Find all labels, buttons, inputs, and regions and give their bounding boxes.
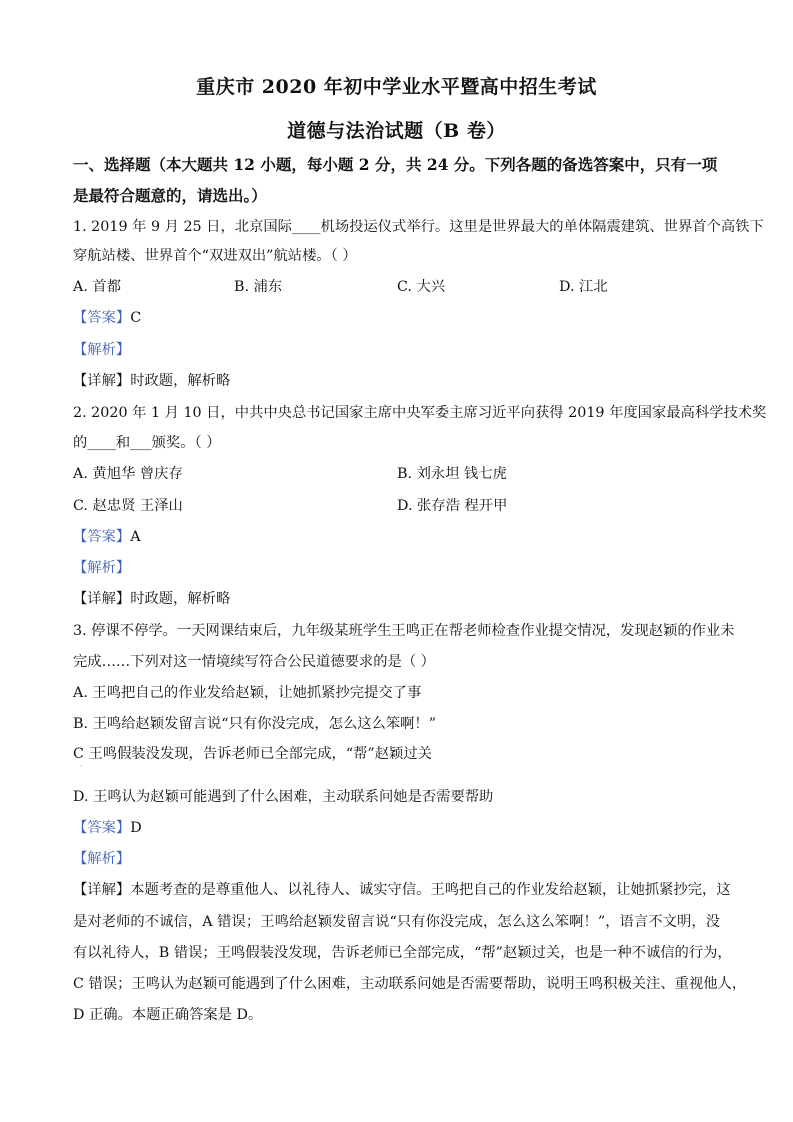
q2-option-d: D. 张存浩 程开甲 — [397, 498, 508, 514]
detail-text: 时政题，解析略 — [130, 591, 231, 607]
q3-detail-line-4: C 错误；王鸣认为赵颖可能遇到了什么困难，主动联系问她是否需要帮助，说明王鸣积极关注、重视他人， — [73, 976, 747, 992]
section-heading-line-2: 是最符合题意的，请选出。） — [73, 186, 267, 205]
answer-value: C — [130, 310, 142, 326]
answer-value: D — [130, 820, 142, 836]
q2-detail — [73, 588, 230, 608]
page-title: 重庆市 2020 年初中学业水平暨高中招生考试 — [196, 76, 597, 98]
q1-answer — [73, 307, 141, 327]
answer-label: 【答案】 — [73, 820, 131, 836]
q3-detail-line-5: D 正确。本题正确答案是 D。 — [73, 1007, 263, 1023]
q2-option-c: C. 赵忠贤 王泽山 — [73, 498, 183, 514]
q2-answer — [73, 526, 141, 546]
q3-option-d: D. 王鸣认为赵颖可能遇到了什么困难，主动联系问她是否需要帮助 — [73, 789, 494, 805]
section-heading-line-1: 一、选择题（本大题共 12 小题，每小题 2 分，共 24 分。下列各题的备选答案中，只有一项 — [73, 155, 718, 174]
q2-stem-line-1: 2. 2020 年 1 月 10 日，中共中央总书记国家主席中央军委主席习近平向获得 2019 年度国家最高科学技术奖 — [73, 405, 767, 421]
detail-label: 【详解】 — [73, 591, 131, 607]
q3-detail-line-2: 是对老师的不诚信，A 错误；王鸣给赵颖发留言说“只有你没完成，怎么这么笨啊！”，语言不文明，没 — [73, 914, 720, 930]
q2-stem-line-2: 的____和___颁奖。（ ） — [73, 435, 221, 451]
detail-text: 本题考查的是尊重他人、以礼待人、诚实守信。王鸣把自己的作业发给赵颖，让她抓紧抄完，这 — [130, 882, 731, 898]
q3-stem-line-1: 3. 停课不停学。一天网课结束后，九年级某班学生王鸣正在帮老师检查作业提交情况，发现赵颖的作业未 — [73, 623, 735, 639]
page-subtitle: 道德与法治试题（B 卷） — [287, 120, 506, 142]
q1-option-c: C. 大兴 — [397, 279, 446, 295]
q2-option-b: B. 刘永坦 钱七虎 — [397, 466, 507, 482]
q3-analysis-label: 【解析】 — [73, 851, 131, 867]
q3-stem-line-2: 完成……下列对这一情境续写符合公民道德要求的是（ ） — [73, 654, 435, 670]
q1-stem-line-1: 1. 2019 年 9 月 25 日，北京国际____机场投运仪式举行。这里是世界最大的单体隔震建筑、世界首个高铁下 — [73, 219, 764, 235]
q3-detail-line-3: 有以礼待人，B 错误；王鸣假装没发现，告诉老师已全部完成，“帮”赵颖过关，也是一种不诚信的行为， — [73, 945, 732, 961]
q1-analysis-label: 【解析】 — [73, 342, 131, 358]
q1-stem-line-2: 穿航站楼、世界首个“双进双出”航站楼。（ ） — [73, 248, 357, 264]
q1-detail — [73, 370, 230, 390]
answer-label: 【答案】 — [73, 310, 131, 326]
answer-value: A — [130, 529, 141, 545]
q3-option-c: C 王鸣假装没发现，告诉老师已全部完成，“帮”赵颖过关 — [73, 746, 432, 762]
q3-option-a: A. 王鸣把自己的作业发给赵颖，让她抓紧抄完提交了事 — [73, 685, 422, 701]
q3-answer — [73, 817, 142, 837]
q2-option-a: A. 黄旭华 曾庆存 — [73, 466, 183, 482]
q1-option-a: A. 首都 — [73, 279, 122, 295]
stray-mark: · — [80, 762, 83, 772]
q2-analysis-label: 【解析】 — [73, 560, 131, 576]
detail-text: 时政题，解析略 — [130, 373, 231, 389]
q3-option-b: B. 王鸣给赵颖发留言说“只有你没完成，怎么这么笨啊！” — [73, 716, 437, 732]
answer-label: 【答案】 — [73, 529, 131, 545]
q1-option-b: B. 浦东 — [234, 279, 283, 295]
q1-option-d: D. 江北 — [559, 279, 608, 295]
detail-label: 【详解】 — [73, 882, 131, 898]
detail-label: 【详解】 — [73, 373, 131, 389]
q3-detail-line-1 — [73, 879, 731, 899]
